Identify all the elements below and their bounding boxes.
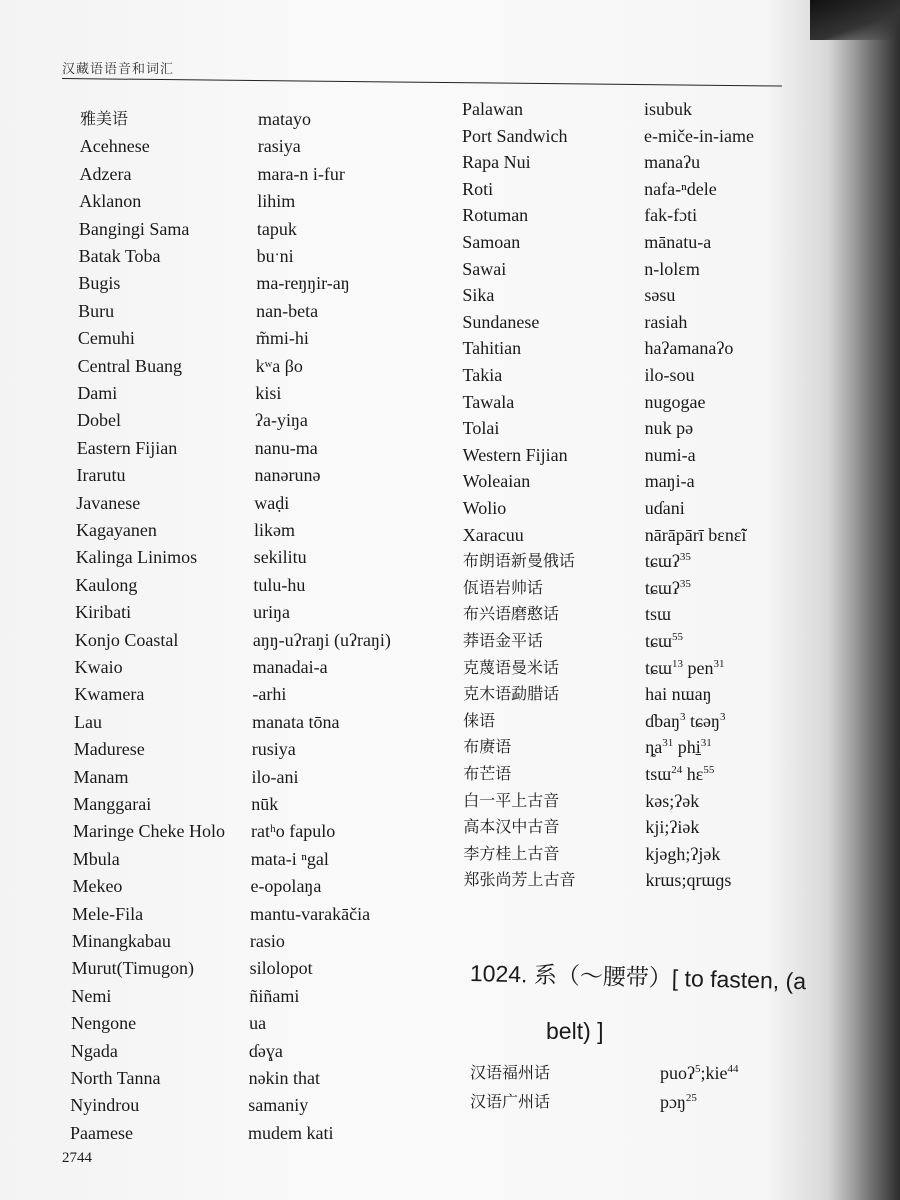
word-form: nugogae <box>644 391 706 412</box>
language-name: Madurese <box>73 739 145 760</box>
language-name: Minangkabau <box>71 931 171 951</box>
language-name: Manam <box>73 766 129 787</box>
language-name: Kiribati <box>75 602 132 623</box>
language-name: Aklanon <box>79 191 142 212</box>
word-form: ɗəɣa <box>248 1040 283 1061</box>
language-name: 克蔑语曼米话 <box>463 657 560 677</box>
language-name: Acehnese <box>79 136 150 157</box>
header-rule <box>62 78 782 87</box>
word-form: kji;ʔiək <box>645 817 700 838</box>
language-name: Mekeo <box>72 876 123 897</box>
language-name: Takia <box>462 365 503 385</box>
word-form: e-miče-in-iame <box>644 125 754 146</box>
language-name: Port Sandwich <box>462 125 568 146</box>
word-form: ilo-ani <box>251 766 299 787</box>
word-form: ratʰo fapulo <box>250 821 336 842</box>
word-form: nanu-ma <box>254 437 318 458</box>
language-name: 克木语勐腊话 <box>463 684 560 704</box>
language-name: Xaracuu <box>462 524 524 545</box>
entry-title-continued: belt) ] <box>546 1018 604 1044</box>
word-form: ñiñami <box>249 985 300 1006</box>
word-form: tsɯ <box>644 604 671 625</box>
word-form: manaʔu <box>644 152 701 173</box>
word-form: nan-beta <box>256 300 319 321</box>
word-form: kjəgh;ʔjək <box>645 843 721 864</box>
word-form: e-opolaŋa <box>250 876 322 897</box>
language-name: North Tanna <box>70 1068 161 1088</box>
word-form: kʷa βo <box>255 355 303 376</box>
word-form: rusiya <box>251 739 296 760</box>
word-form: tɕɯ$^{13}$ pen$^{31}$ <box>645 657 725 678</box>
word-form: tsɯ$^{24}$ hɛ$^{55}$ <box>645 764 715 784</box>
language-name: Woleaian <box>462 471 531 492</box>
language-name: Kagayanen <box>75 520 157 540</box>
word-form: sekilitu <box>253 547 307 568</box>
language-name: 李方桂上古音 <box>463 843 560 863</box>
word-form: nārāpārī bɛnɛ̃ĩ <box>644 524 747 545</box>
language-name: Central Buang <box>77 355 183 376</box>
word-form: matayo <box>258 109 311 129</box>
language-name: Palawan <box>462 99 523 119</box>
language-name: 白一平上古音 <box>463 790 560 810</box>
language-name: 布兴语磨憨话 <box>462 604 559 624</box>
language-name: 佤语岩帅话 <box>462 577 543 597</box>
language-name: Tolai <box>462 418 500 439</box>
language-name: Buru <box>78 300 115 321</box>
language-name: Nyindrou <box>70 1095 140 1116</box>
language-name: Konjo Coastal <box>74 629 179 650</box>
page-corner-shadow <box>810 0 900 40</box>
language-name: Nengone <box>71 1013 137 1034</box>
language-name: Murut(Timugon) <box>71 958 194 979</box>
language-name: Manggarai <box>73 794 152 814</box>
word-form: lihim <box>257 191 296 212</box>
word-form: mantu-varakāčia <box>250 903 371 924</box>
word-form: manata tōna <box>252 711 340 732</box>
language-name: 俫语 <box>463 710 496 730</box>
language-name: Kwamera <box>74 684 145 705</box>
language-name: Wolio <box>462 498 507 518</box>
language-name: Lau <box>74 711 103 732</box>
language-name: Eastern Fijian <box>76 437 178 458</box>
word-form: mudem kati <box>248 1122 334 1143</box>
language-name: Sika <box>462 285 495 306</box>
word-form: nūk <box>251 794 279 814</box>
word-form: səsu <box>644 285 676 306</box>
word-form: puoʔ$^5$;kie$^{44}$ <box>660 1063 739 1083</box>
word-form: tapuk <box>256 218 297 239</box>
language-name: Paamese <box>70 1122 133 1143</box>
language-name: 雅美语 <box>80 109 129 128</box>
language-name: Ngada <box>70 1040 118 1061</box>
word-form: nafa-ⁿdele <box>644 178 717 199</box>
word-form: tɕɯʔ$^{35}$ <box>644 551 691 572</box>
word-form: uɗani <box>644 498 685 518</box>
word-form: kəs;ʔək <box>645 790 700 811</box>
language-name: 汉语广州话 <box>470 1092 551 1111</box>
language-name: Kaulong <box>75 574 138 595</box>
word-form: aŋŋ-uʔraŋi (uʔraŋi) <box>252 629 391 650</box>
word-form: isubuk <box>644 99 693 119</box>
word-form: maŋi-a <box>644 471 695 492</box>
language-name: Rotuman <box>462 205 529 226</box>
language-name: Bangingi Sama <box>78 218 190 239</box>
language-name: Cemuhi <box>77 328 135 349</box>
language-name: Javanese <box>76 492 141 513</box>
word-form: kisi <box>255 383 282 403</box>
word-form: rasiah <box>644 311 688 332</box>
word-form: haʔamanaʔo <box>644 338 734 359</box>
word-form: -arhi <box>252 684 287 705</box>
page-number: 2744 <box>62 1150 92 1166</box>
language-name: Nemi <box>71 985 112 1006</box>
word-form: mānatu-a <box>644 232 712 252</box>
word-form: silolopot <box>249 958 313 979</box>
language-name: 高本汉中古音 <box>463 817 560 837</box>
word-form: hai nɯaŋ <box>645 684 712 705</box>
language-name: Tahitian <box>462 338 522 359</box>
language-name: Rapa Nui <box>462 152 531 173</box>
language-name: Samoan <box>462 232 521 252</box>
language-name: 布芒语 <box>463 764 512 783</box>
language-name: 布朗语新曼俄话 <box>462 551 575 571</box>
word-form: likəm <box>253 520 295 540</box>
word-form: buˑni <box>256 246 294 266</box>
language-name: Batak Toba <box>78 246 161 266</box>
word-form: rasio <box>249 931 285 951</box>
word-form: waḍi <box>254 492 290 513</box>
language-name: Maringe Cheke Holo <box>72 821 225 842</box>
language-name: Dami <box>77 383 118 403</box>
word-form: numi-a <box>644 444 696 465</box>
running-header: 汉藏语语音和词汇 <box>62 62 175 77</box>
word-form: n-lolɛm <box>644 258 700 279</box>
language-name: 汉语福州话 <box>470 1063 551 1082</box>
word-form: tɕɯʔ$^{35}$ <box>644 577 691 598</box>
entry-title: 1024. 系（～腰带）[ to fasten, (a <box>469 960 807 995</box>
language-name: Mbula <box>72 848 120 869</box>
language-name: 郑张尚芳上古音 <box>463 870 576 890</box>
word-form: nuk pə <box>644 418 694 439</box>
word-form: nəkin that <box>248 1068 321 1088</box>
word-form: manadai-a <box>252 657 328 677</box>
word-form: mara-n i-fur <box>257 163 345 184</box>
word-form: nanərunə <box>254 465 321 486</box>
language-name: Bugis <box>78 273 121 294</box>
language-name: 布赓语 <box>463 737 512 757</box>
language-name: Kalinga Linimos <box>75 547 198 568</box>
language-name: Adzera <box>79 163 132 184</box>
language-name: Kwaio <box>74 657 123 677</box>
word-form: mata-i ⁿgal <box>250 848 329 869</box>
word-form: $ȵa^{31}$ phi̱$^{31}$ <box>645 737 712 758</box>
word-form: ilo-sou <box>644 365 695 385</box>
language-name: 莽语金平话 <box>463 631 544 650</box>
word-form: ɗbaŋ$^3$ tɕəŋ$^3$ <box>645 710 726 731</box>
language-name: Roti <box>462 178 494 199</box>
word-form: fak-fɔti <box>644 205 698 226</box>
word-form: tɕɯ$^{55}$ <box>645 631 683 651</box>
language-name: Western Fijian <box>462 444 568 465</box>
language-name: Irarutu <box>76 465 126 486</box>
language-name: Dobel <box>77 410 122 431</box>
word-form: m̃mi-hi <box>255 328 309 349</box>
language-name: Sundanese <box>462 311 540 332</box>
word-form: ma-reŋŋir-aŋ <box>256 273 350 294</box>
word-form: uriŋa <box>253 602 291 623</box>
word-form: krɯs;qrɯɡs <box>645 870 732 891</box>
language-name: Mele-Fila <box>72 903 144 924</box>
language-name: Sawai <box>462 258 507 279</box>
word-form: pɔŋ$^{25}$ <box>660 1092 697 1112</box>
language-name: Tawala <box>462 391 515 412</box>
word-form: samaniy <box>248 1095 309 1116</box>
word-form: rasiya <box>257 136 301 157</box>
word-form: tulu-hu <box>253 574 306 595</box>
word-form: ua <box>249 1013 267 1034</box>
word-form: ʔa-yiŋa <box>255 410 308 431</box>
